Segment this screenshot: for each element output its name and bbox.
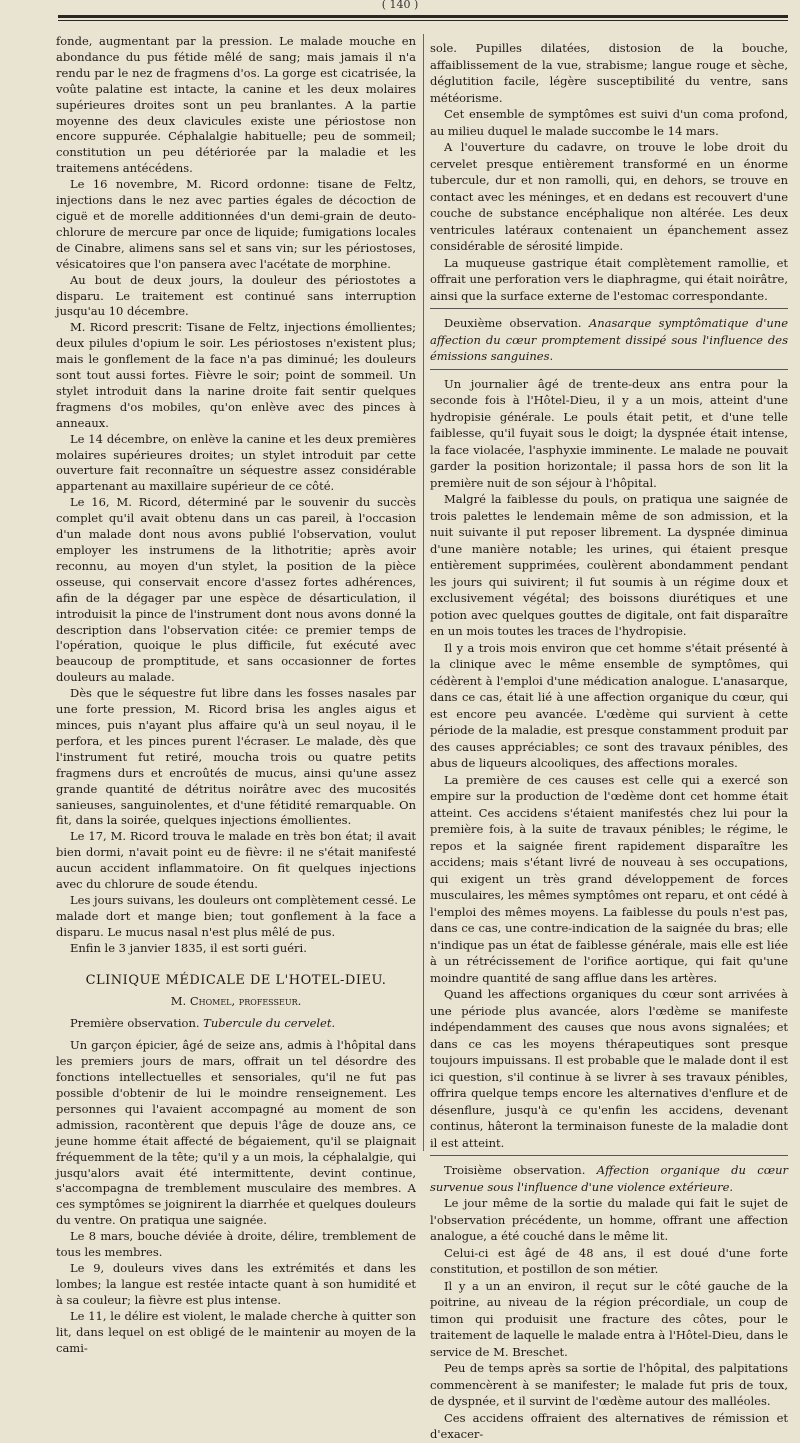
section-separator — [430, 369, 788, 370]
observation-subject: Tubercule du cervelet. — [203, 1016, 336, 1031]
section-separator — [430, 308, 788, 309]
section-separator — [430, 1155, 788, 1156]
paragraph: Cet ensemble de symptômes est suivi d'un coma profond, au milieu duquel le malade succombe le 14 mars. — [430, 107, 788, 138]
paragraph: A l'ouverture du cadavre, on trouve le lobe droit du cervelet presque entièrement transformé en un énorme tubercule, dur et non ramolli, qui, en dehors, se trouve en contact avec les méninges, et en dedans est recouvert d'une couche de substance encéphalique non altérée. Les deux ventricules latéraux contenaient un épanchement assez considérable de sérosité limpide. — [430, 140, 788, 253]
paragraph: Peu de temps après sa sortie de l'hôpital, des palpitations commencèrent à se manifester; le malade fut pris de toux, de dyspnée, et il survint de l'œdème autour des malléoles. — [430, 1361, 788, 1408]
observation-subject: Affection organique du cœur survenue sous l'influence d'une violence extérieure. — [430, 1163, 789, 1194]
paragraph: sole. Pupilles dilatées, distosion de la bouche, affaiblissement de la vue, strabisme; langue rouge et sèche, déglutition facile, légère susceptibilité du ventre, sans météorisme. — [430, 41, 788, 105]
observation-label: Deuxième observation. — [444, 316, 582, 330]
paragraph: Le jour même de la sortie du malade qui fait le sujet de l'observation précédente, un homme, offrant une affection analogue, a été couché dans le même lit. — [430, 1196, 788, 1243]
paragraph: Enfin le 3 janvier 1835, il est sorti guéri. — [70, 940, 307, 955]
observation-heading — [56, 1016, 416, 1032]
paragraph: Quand les affections organiques du cœur sont arrivées à une période plus avancée, alors l'œdème se manifeste indépendamment des causes que nous avons signalées; et dans ce cas les moyens thérapeutiques sont presque toujours impuissans. Il est probable que le malade dont il est ici question, s'il continue à se livrer à ses travaux pénibles, offrira quelque temps encore les alternatives d'enflure et de désenflure, jusqu'à ce qu'enfin les accidens, devenant continus, hâteront la terminaison funeste de la maladie dont il est atteint. — [430, 987, 788, 1150]
right-column — [430, 40, 789, 1441]
column-divider — [423, 34, 424, 1151]
observation-subject: Anasarque symptômatique d'une affection du cœur promptement dissipé sous l'influence des émissions sanguines. — [430, 316, 788, 363]
paragraph: La première de ces causes est celle qui a exercé son empire sur la production de l'œdème dont cet homme était atteint. Ces accidens s'étaient manifestés chez lui pour la première fois, à la suite de travaux pénibles; le régime, le repos et la saignée firent rapidement disparaître les accidens; mais s'étant livré de nouveau à ses occupations, qui exigent un très grand développement de forces musculaires, les mêmes symptômes ont reparu, et ont cédé à l'emploi des mêmes moyens. La faiblesse du pouls n'est pas, dans ce cas, une contre-indication de la saignée du bras; elle n'indique pas un état de faiblesse générale, mais elle est liée à un rétrécissement de l'orifice aortique, qui fait qu'une moindre quantité de sang afflue dans les artères. — [430, 772, 788, 985]
paragraph: Le 11, le délire est violent, le malade cherche à quitter son lit, dans lequel on est obligé de le maintenir au moyen de la cami- — [56, 1308, 416, 1355]
paragraph: Le 17, M. Ricord trouva le malade en très bon état; il avait bien dormi, n'avait point eu de fièvre: il ne s'était manifesté aucun accident inflammatoire. On fit quelques injections avec du chlorure de soude étendu. — [56, 829, 416, 892]
page-number: ( 140 ) — [381, 0, 419, 11]
paragraph: Il y a un an environ, il reçut sur le côté gauche de la poitrine, au niveau de la région précordiale, un coup de timon qui produisit une fracture des côtes, pour le traitement de laquelle le malade entra à l'Hôtel-Dieu, dans le service de M. Breschet. — [430, 1278, 788, 1359]
observation-label: Troisième observation. — [444, 1163, 586, 1177]
paragraph: Le 9, douleurs vives dans les extrémités et dans les lombes; la langue est restée intacte quant à son humidité et à sa couleur; la fièvre est plus intense. — [56, 1260, 416, 1307]
top-rule-thin — [58, 20, 788, 21]
paragraph: Un garçon épicier, âgé de seize ans, admis à l'hôpital dans les premiers jours de mars, offrait un tel désordre des fonctions intellectuelles et sensoriales, qu'il ne fut pas possible d'obtenir de lui le moindre renseignement. Les personnes qui l'avaient accompagné au moment de son admission, racontèrent que depuis l'âge de douze ans, ce jeune homme était affecté de bégaiement, qu'il se plaignait fréquemment de la tête; qu'il y a un mois, la céphalalgie, qui jusqu'alors avait été intermittente, devint continue, s'accompagna de tremblement musculaire des membres. A ces symptômes se joignirent la diarrhée et quelques douleurs du ventre. On pratiqua une saignée. — [56, 1038, 416, 1228]
paragraph: Il y a trois mois environ que cet homme s'était présenté à la clinique avec le même ensemble de symptômes, qui cédèrent à l'emploi d'une médication analogue. L'anasarque, dans ce cas, était lié à une affection organique du cœur, qui est encore peu avancée. L'œdème qui survient à cette période de la maladie, est presque constamment produit par des causes appréciables; ce sont des travaux pénibles, des abus de liqueurs alcooliques, des affections morales. — [430, 640, 788, 770]
paragraph: fonde, augmentant par la pression. Le malade mouche en abondance du pus fétide mêlé de sang; mais jamais il n'a rendu par le nez de fragmens d'os. La gorge est cicatrisée, la voûte palatine est intacte, la canine et les deux molaires supérieures droites sont un peu branlantes. A la partie moyenne des deux clavicules existe une périostose non encore suppurée. Céphalalgie habituelle; peu de sommeil; constitution un peu détériorée par la maladie et les traitemens antécédens. — [56, 34, 416, 176]
paragraph: Au bout de deux jours, la douleur des périostotes a disparu. Le traitement est continué sans interruption jusqu'au 10 décembre. — [56, 272, 416, 319]
observation-label: Première observation. — [70, 1016, 200, 1031]
observation-heading — [430, 315, 788, 365]
paragraph: Le 14 décembre, on enlève la canine et les deux premières molaires supérieures droites; un stylet introduit par cette ouverture fait reconnaître un séquestre assez considérable appartenant au maxillaire supérieur de ce côté. — [56, 431, 416, 494]
paragraph: Les jours suivans, les douleurs ont complètement cessé. Le malade dort et mange bien; tout gonflement à la face a disparu. Le mucus nasal n'est plus mêlé de pus. — [56, 892, 416, 939]
paragraph: Celui-ci est âgé de 48 ans, il est doué d'une forte constitution, et postillon de son métier. — [430, 1245, 788, 1276]
paragraph: Le 16, M. Ricord, déterminé par le souvenir du succès complet qu'il avait obtenu dans un cas pareil, à l'occasion d'un malade dont nous avons publié l'observation, voulut employer les instrumens de la lithotritie; après avoir reconnu, au moyen d'un stylet, la position de la pièce osseuse, qui conservait encore d'assez fortes adhérences, afin de la dégager par une espèce de désarticulation, il introduisit la pince de l'instrument dont nous avons donné la description dans l'observation citée: ce premier temps de l'opération, quoique le plus difficile, fut exécuté avec beaucoup de promptitude, et sans occasionner de fortes douleurs au malade. — [56, 495, 416, 685]
paragraph: Le 8 mars, bouche déviée à droite, délire, tremblement de tous les membres. — [56, 1229, 416, 1260]
left-column — [56, 34, 416, 1355]
paragraph: M. Ricord prescrit: Tisane de Feltz, injections émollientes; deux pilules d'opium le soir. Les périostoses n'existent plus; mais le gonflement de la face n'a pas diminué; les douleurs sont tout aussi fortes. Fièvre le soir; point de sommeil. Un stylet introduit dans la narine droite fait sentir quelques fragmens d'os mobiles, qu'on enlève avec des pinces à anneaux. — [56, 320, 416, 430]
paragraph: Un journalier âgé de trente-deux ans entra pour la seconde fois à l'Hôtel-Dieu, il y a un mois, atteint d'une hydropisie générale. Le pouls était petit, et d'une telle faiblesse, qu'il fuyait sous le doigt; la dyspnée était intense, la face violacée, l'asphyxie imminente. Le malade ne pouvait garder la position horizontale; il passa hors de son lit la première nuit de son séjour à l'hôpital. — [430, 376, 788, 490]
professor-line: M. Chomel, professeur. — [170, 994, 302, 1009]
paragraph: Ces accidens offraient des alternatives de rémission et d'exacer- — [430, 1410, 788, 1441]
paragraph: Dès que le séquestre fut libre dans les fosses nasales par une forte pression, M. Ricord brisa les angles aigus et minces, puis n'ayant plus affaire qu'à un seul noyau, il le perfora, et les pinces purent l'écraser. Le malade, dès que l'instrument fut retiré, moucha trois ou quatre petits fragmens durs et encroûtés de mucus, ainsi qu'une assez grande quantité de détritus noirâtre avec des mucosités sanieuses, sanguinolentes, et d'une fétidité remarquable. On fit, dans la soirée, quelques injections émollientes. — [56, 686, 416, 828]
paragraph: Le 16 novembre, M. Ricord ordonne: tisane de Feltz, injections dans le nez avec parties égales de décoction de ciguë et de morelle additionnées d'un demi-grain de deuto-chlorure de mercure par once de liquide; fumigations locales de Cinabre, alimens sans sel et sans vin; sur les périostoses, vésicatoires que l'on pansera avec l'acétate de morphine. — [56, 177, 416, 271]
section-title: CLINIQUE MÉDICALE DE L'HOTEL-DIEU. — [85, 972, 387, 988]
paragraph: Malgré la faiblesse du pouls, on pratiqua une saignée de trois palettes le lendemain même de son admission, et la nuit suivante il put reposer librement. La dyspnée diminua d'une manière notable; les urines, qui étaient presque entièrement supprimées, coulèrent abondamment pendant les jours qui suivirent; il fut soumis à un régime doux et exclusivement végétal; des boissons diurétiques et une potion avec quelques gouttes de digitale, ont fait disparaître en un mois toutes les traces de l'hydropisie. — [430, 492, 788, 638]
paragraph: La muqueuse gastrique était complètement ramollie, et offrait une perforation vers le diaphragme, qui était noirâtre, ainsi que la surface externe de l'estomac correspondante. — [430, 255, 788, 303]
observation-heading — [430, 1162, 788, 1195]
top-rule — [58, 15, 788, 18]
